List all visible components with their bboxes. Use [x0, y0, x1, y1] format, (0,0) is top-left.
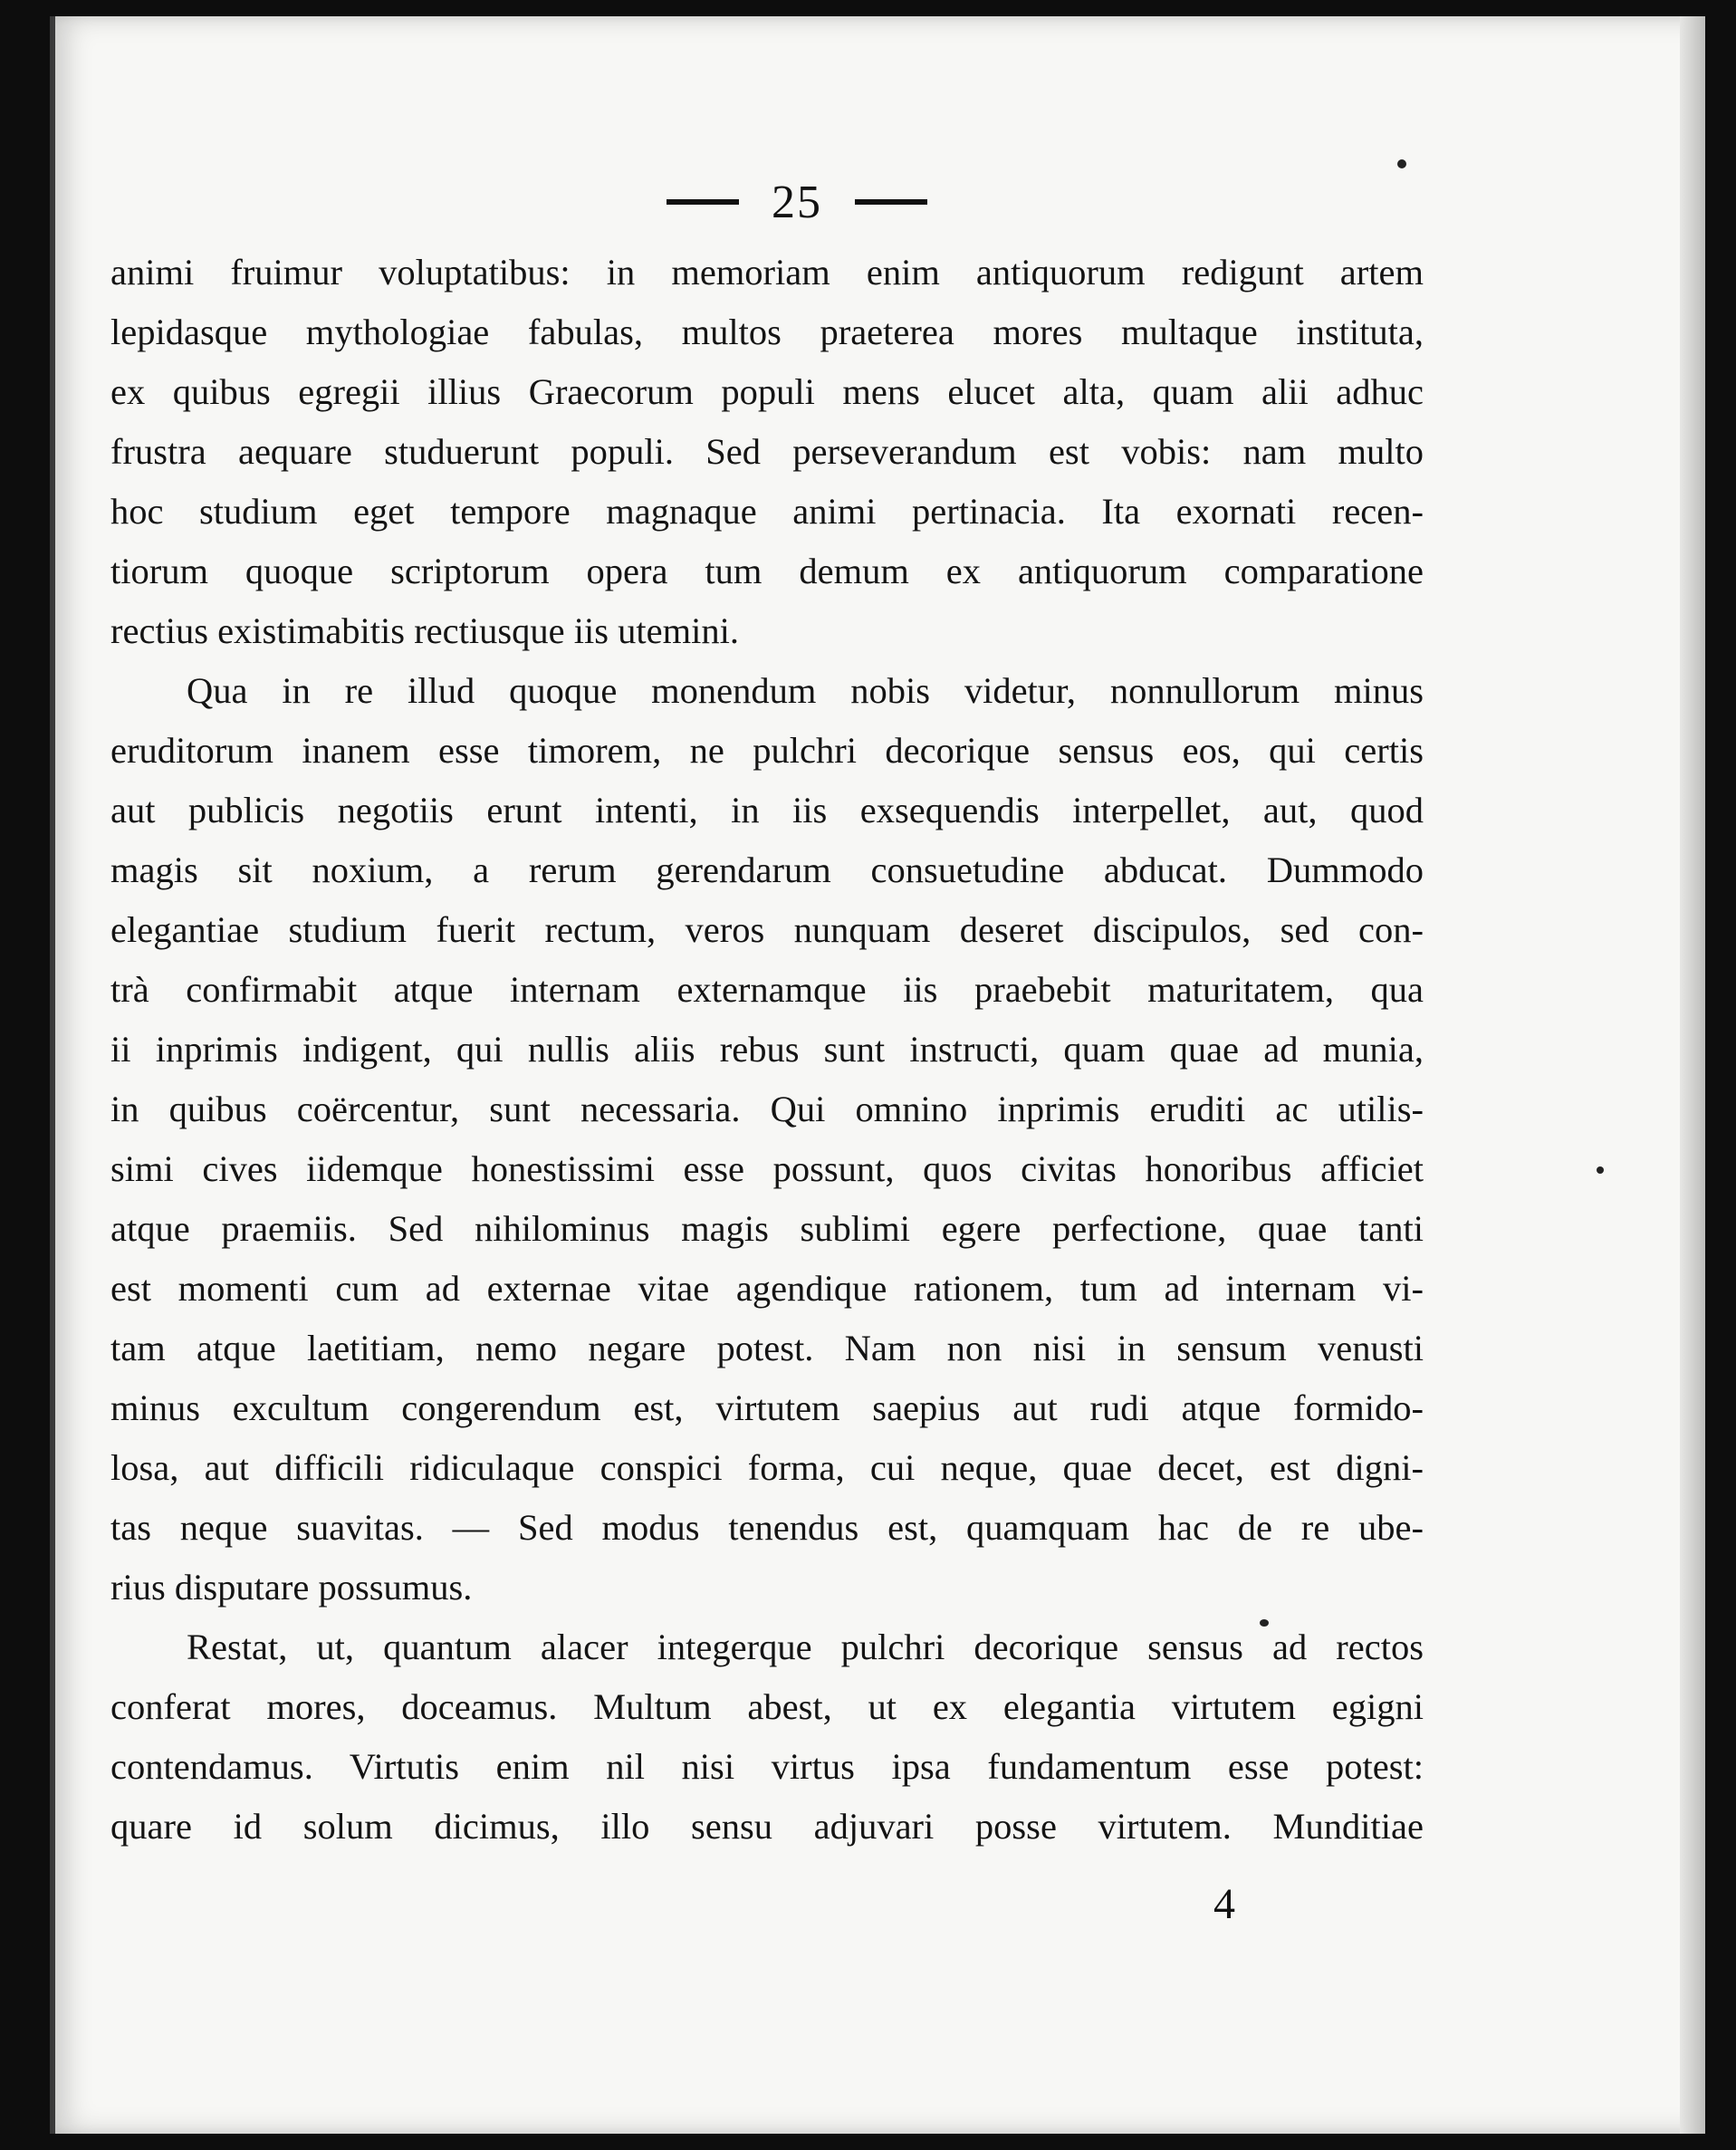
text-line: est momenti cum ad externae vitae agendique rationem, tum ad internam vi-	[110, 1268, 1424, 1309]
text-line: ii inprimis indigent, qui nullis aliis rebus sunt instructi, quam quae ad munia,	[110, 1029, 1424, 1070]
page-right-edge	[1680, 16, 1705, 2134]
text-line: losa, aut difficili ridiculaque conspici forma, cui neque, quae decet, est digni-	[110, 1447, 1424, 1488]
text-line: simi cives iidemque honestissimi esse possunt, quos civitas honoribus afficiet	[110, 1148, 1424, 1189]
text-line: quare id solum dicimus, illo sensu adjuvari posse virtutem. Munditiae	[110, 1806, 1424, 1847]
page-gutter	[50, 16, 55, 2134]
text-line: eruditorum inanem esse timorem, ne pulchri decorique sensus eos, qui certis	[110, 730, 1424, 771]
paragraph-2	[110, 661, 1424, 1617]
text-line: minus excultum congerendum est, virtutem saepius aut rudi atque formido-	[110, 1387, 1424, 1428]
paragraph-1	[110, 243, 1424, 661]
text-line: Qua in re illud quoque monendum nobis videtur, nonnullorum minus	[187, 670, 1424, 711]
text-line: lepidasque mythologiae fabulas, multos praeterea mores multaque instituta,	[110, 312, 1424, 352]
text-line: aut publicis negotiis erunt intenti, in iis exsequendis interpellet, aut, quod	[110, 790, 1424, 830]
text-line: atque praemiis. Sed nihilominus magis sublimi egere perfectione, quae tanti	[110, 1208, 1424, 1249]
text-line: contendamus. Virtutis enim nil nisi virtus ipsa fundamentum esse potest:	[110, 1746, 1424, 1787]
page-header	[634, 161, 960, 243]
text-line: frustra aequare studuerunt populi. Sed perseverandum est vobis: nam multo	[110, 431, 1424, 472]
paper-speck	[1397, 159, 1406, 168]
page-number: 25	[772, 176, 822, 228]
text-line: hoc studium eget tempore magnaque animi pertinacia. Ita exornati recen-	[110, 491, 1424, 532]
text-line: Restat, ut, quantum alacer integerque pulchri decorique sensus ad rectos	[187, 1627, 1424, 1667]
text-line: conferat mores, doceamus. Multum abest, ut ex elegantia virtutem egigni	[110, 1686, 1424, 1727]
paper-speck	[1597, 1166, 1604, 1174]
body-text	[110, 243, 1424, 1857]
text-line: animi fruimur voluptatibus: in memoriam enim antiquorum redigunt artem	[110, 252, 1424, 293]
signature-mark: 4	[1213, 1880, 1235, 1928]
text-line: elegantiae studium fuerit rectum, veros nunquam deseret discipulos, sed con-	[110, 909, 1424, 950]
text-line: tiorum quoque scriptorum opera tum demum ex antiquorum comparatione	[110, 551, 1424, 591]
header-dash-right	[855, 199, 927, 205]
text-line: in quibus coërcentur, sunt necessaria. Qui omnino inprimis eruditi ac utilis-	[110, 1089, 1424, 1129]
text-line: trà confirmabit atque internam externamque iis praebebit maturitatem, qua	[110, 969, 1424, 1010]
paragraph-3	[110, 1617, 1424, 1857]
text-line: ex quibus egregii illius Graecorum populi mens elucet alta, quam alii adhuc	[110, 371, 1424, 412]
text-line: rius disputare possumus.	[110, 1567, 473, 1608]
header-dash-left	[667, 199, 739, 205]
text-line: tas neque suavitas. — Sed modus tenendus est, quamquam hac de re ube-	[110, 1507, 1424, 1548]
text-line: rectius existimabitis rectiusque iis utemini.	[110, 610, 739, 651]
text-line: magis sit noxium, a rerum gerendarum consuetudine abducat. Dummodo	[110, 849, 1424, 890]
text-line: tam atque laetitiam, nemo negare potest. Nam non nisi in sensum venusti	[110, 1328, 1424, 1368]
